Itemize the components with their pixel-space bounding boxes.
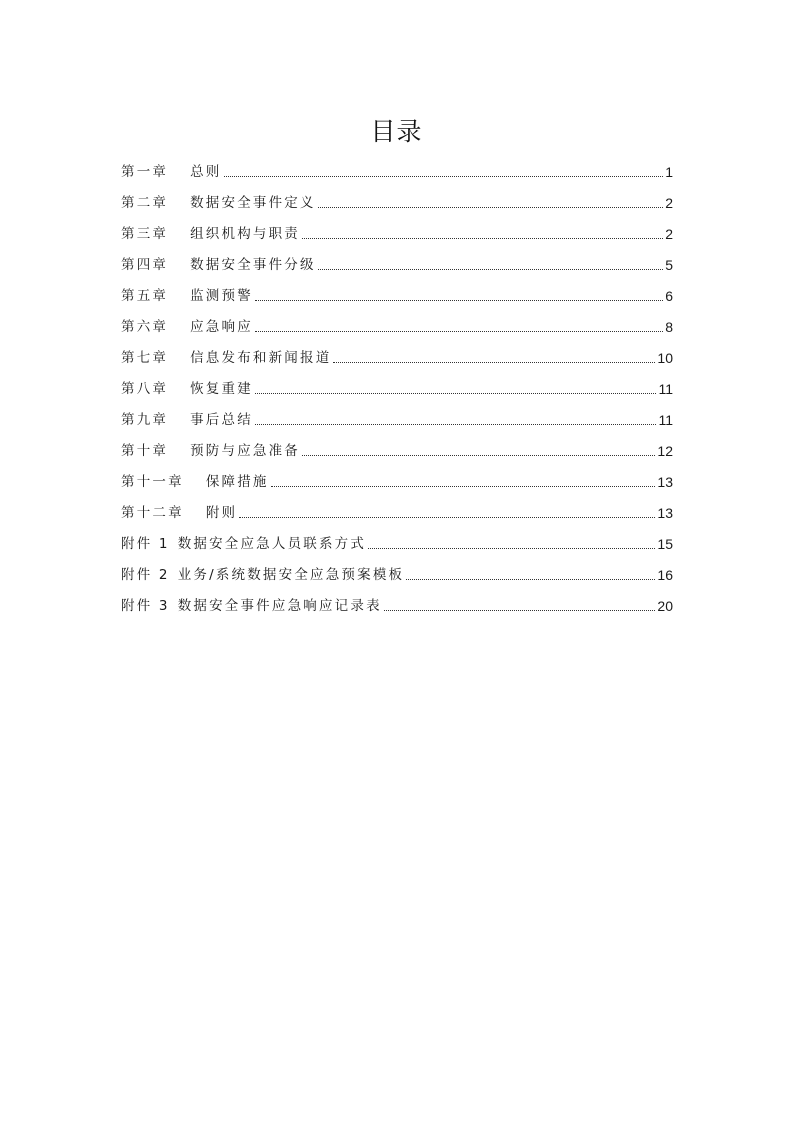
toc-entry-label bbox=[121, 287, 253, 305]
toc-page-number: 13 bbox=[657, 505, 673, 521]
toc-entry-label bbox=[121, 442, 300, 460]
toc-entry[interactable] bbox=[121, 460, 673, 491]
toc-entry-label bbox=[121, 349, 331, 367]
toc-chapter-number: 第十一章 bbox=[121, 474, 184, 490]
toc-entry[interactable] bbox=[121, 367, 673, 398]
toc-entry-label bbox=[121, 256, 316, 274]
toc-entry[interactable] bbox=[121, 181, 673, 212]
toc-chapter-title: 事后总结 bbox=[190, 412, 253, 428]
toc-entry[interactable] bbox=[121, 305, 673, 336]
toc-leader-dots bbox=[368, 547, 655, 549]
toc-entry-label bbox=[121, 194, 316, 212]
toc-entry[interactable] bbox=[121, 336, 673, 367]
toc-entry[interactable] bbox=[121, 212, 673, 243]
toc-leader-dots bbox=[406, 578, 655, 580]
toc-chapter-number: 第三章 bbox=[121, 226, 169, 242]
toc-page-number: 10 bbox=[657, 350, 673, 366]
toc-entry-label bbox=[121, 504, 237, 522]
toc-entry[interactable] bbox=[121, 491, 673, 522]
toc-page-number: 20 bbox=[657, 598, 673, 614]
toc-chapter-title: 恢复重建 bbox=[190, 381, 253, 397]
toc-leader-dots bbox=[255, 299, 663, 301]
toc-entry[interactable] bbox=[121, 522, 673, 553]
toc-page-number: 11 bbox=[658, 381, 673, 397]
toc-page-number: 6 bbox=[665, 288, 673, 304]
toc-entry[interactable] bbox=[121, 584, 673, 615]
toc-page-number: 12 bbox=[657, 443, 673, 459]
toc-list bbox=[121, 150, 673, 615]
toc-leader-dots bbox=[318, 268, 663, 270]
toc-leader-dots bbox=[271, 485, 656, 487]
toc-page-number: 15 bbox=[657, 536, 673, 552]
toc-chapter-number: 第一章 bbox=[121, 164, 169, 180]
toc-page-number: 8 bbox=[665, 319, 673, 335]
toc-leader-dots bbox=[302, 237, 663, 239]
toc-leader-dots bbox=[333, 361, 655, 363]
toc-chapter-title: 数据安全事件分级 bbox=[190, 257, 316, 273]
toc-entry[interactable] bbox=[121, 429, 673, 460]
toc-leader-dots bbox=[384, 609, 656, 611]
toc-chapter-title: 应急响应 bbox=[190, 319, 253, 335]
toc-chapter-title: 预防与应急准备 bbox=[190, 443, 301, 459]
toc-appendix-number: 附件 3 bbox=[121, 598, 170, 614]
toc-leader-dots bbox=[255, 392, 657, 394]
toc-page-number: 16 bbox=[657, 567, 673, 583]
toc-chapter-title: 组织机构与职责 bbox=[190, 226, 301, 242]
toc-appendix-number: 附件 2 bbox=[121, 567, 170, 583]
toc-page-number: 1 bbox=[665, 164, 673, 180]
toc-entry[interactable] bbox=[121, 553, 673, 584]
toc-entry-label bbox=[121, 597, 382, 615]
toc-page-number: 11 bbox=[658, 412, 673, 428]
toc-chapter-title: 保障措施 bbox=[205, 474, 269, 490]
toc-chapter-title: 附则 bbox=[205, 505, 238, 521]
toc-appendix-title: 数据安全事件应急响应记录表 bbox=[177, 598, 382, 614]
toc-appendix-title: 数据安全应急人员联系方式 bbox=[177, 536, 367, 552]
toc-leader-dots bbox=[255, 423, 657, 425]
toc-chapter-number: 第九章 bbox=[121, 412, 169, 428]
toc-appendix-number: 附件 1 bbox=[121, 536, 170, 552]
toc-chapter-number: 第五章 bbox=[121, 288, 169, 304]
toc-entry[interactable] bbox=[121, 398, 673, 429]
toc-chapter-title: 监测预警 bbox=[190, 288, 253, 304]
toc-entry[interactable] bbox=[121, 150, 673, 181]
toc-chapter-number: 第八章 bbox=[121, 381, 169, 397]
toc-entry[interactable] bbox=[121, 274, 673, 305]
toc-entry[interactable] bbox=[121, 243, 673, 274]
toc-entry-label bbox=[121, 380, 253, 398]
toc-chapter-number: 第十二章 bbox=[121, 505, 184, 521]
toc-title: 目录 bbox=[370, 117, 423, 146]
toc-chapter-number: 第六章 bbox=[121, 319, 169, 335]
toc-chapter-number: 第二章 bbox=[121, 195, 169, 211]
toc-leader-dots bbox=[255, 330, 663, 332]
toc-leader-dots bbox=[318, 206, 663, 208]
toc-entry-label bbox=[121, 535, 366, 553]
toc-page-number: 5 bbox=[665, 257, 673, 273]
toc-chapter-number: 第四章 bbox=[121, 257, 169, 273]
toc-entry-label bbox=[121, 411, 253, 429]
toc-appendix-title: 业务/系统数据安全应急预案模板 bbox=[177, 567, 405, 583]
toc-page-number: 13 bbox=[657, 474, 673, 490]
toc-chapter-number: 第十章 bbox=[121, 443, 169, 459]
toc-entry-label bbox=[121, 163, 222, 181]
toc-chapter-title: 信息发布和新闻报道 bbox=[190, 350, 332, 366]
toc-leader-dots bbox=[224, 175, 664, 177]
toc-leader-dots bbox=[302, 454, 655, 456]
toc-entry-label bbox=[121, 318, 253, 336]
toc-page-number: 2 bbox=[665, 226, 673, 242]
toc-leader-dots bbox=[239, 516, 655, 518]
toc-entry-label bbox=[121, 566, 404, 584]
toc-page-number: 2 bbox=[665, 195, 673, 211]
toc-entry-label bbox=[121, 225, 300, 243]
toc-chapter-title: 总则 bbox=[190, 164, 222, 180]
toc-chapter-number: 第七章 bbox=[121, 350, 169, 366]
toc-entry-label bbox=[121, 473, 269, 491]
toc-chapter-title: 数据安全事件定义 bbox=[190, 195, 316, 211]
